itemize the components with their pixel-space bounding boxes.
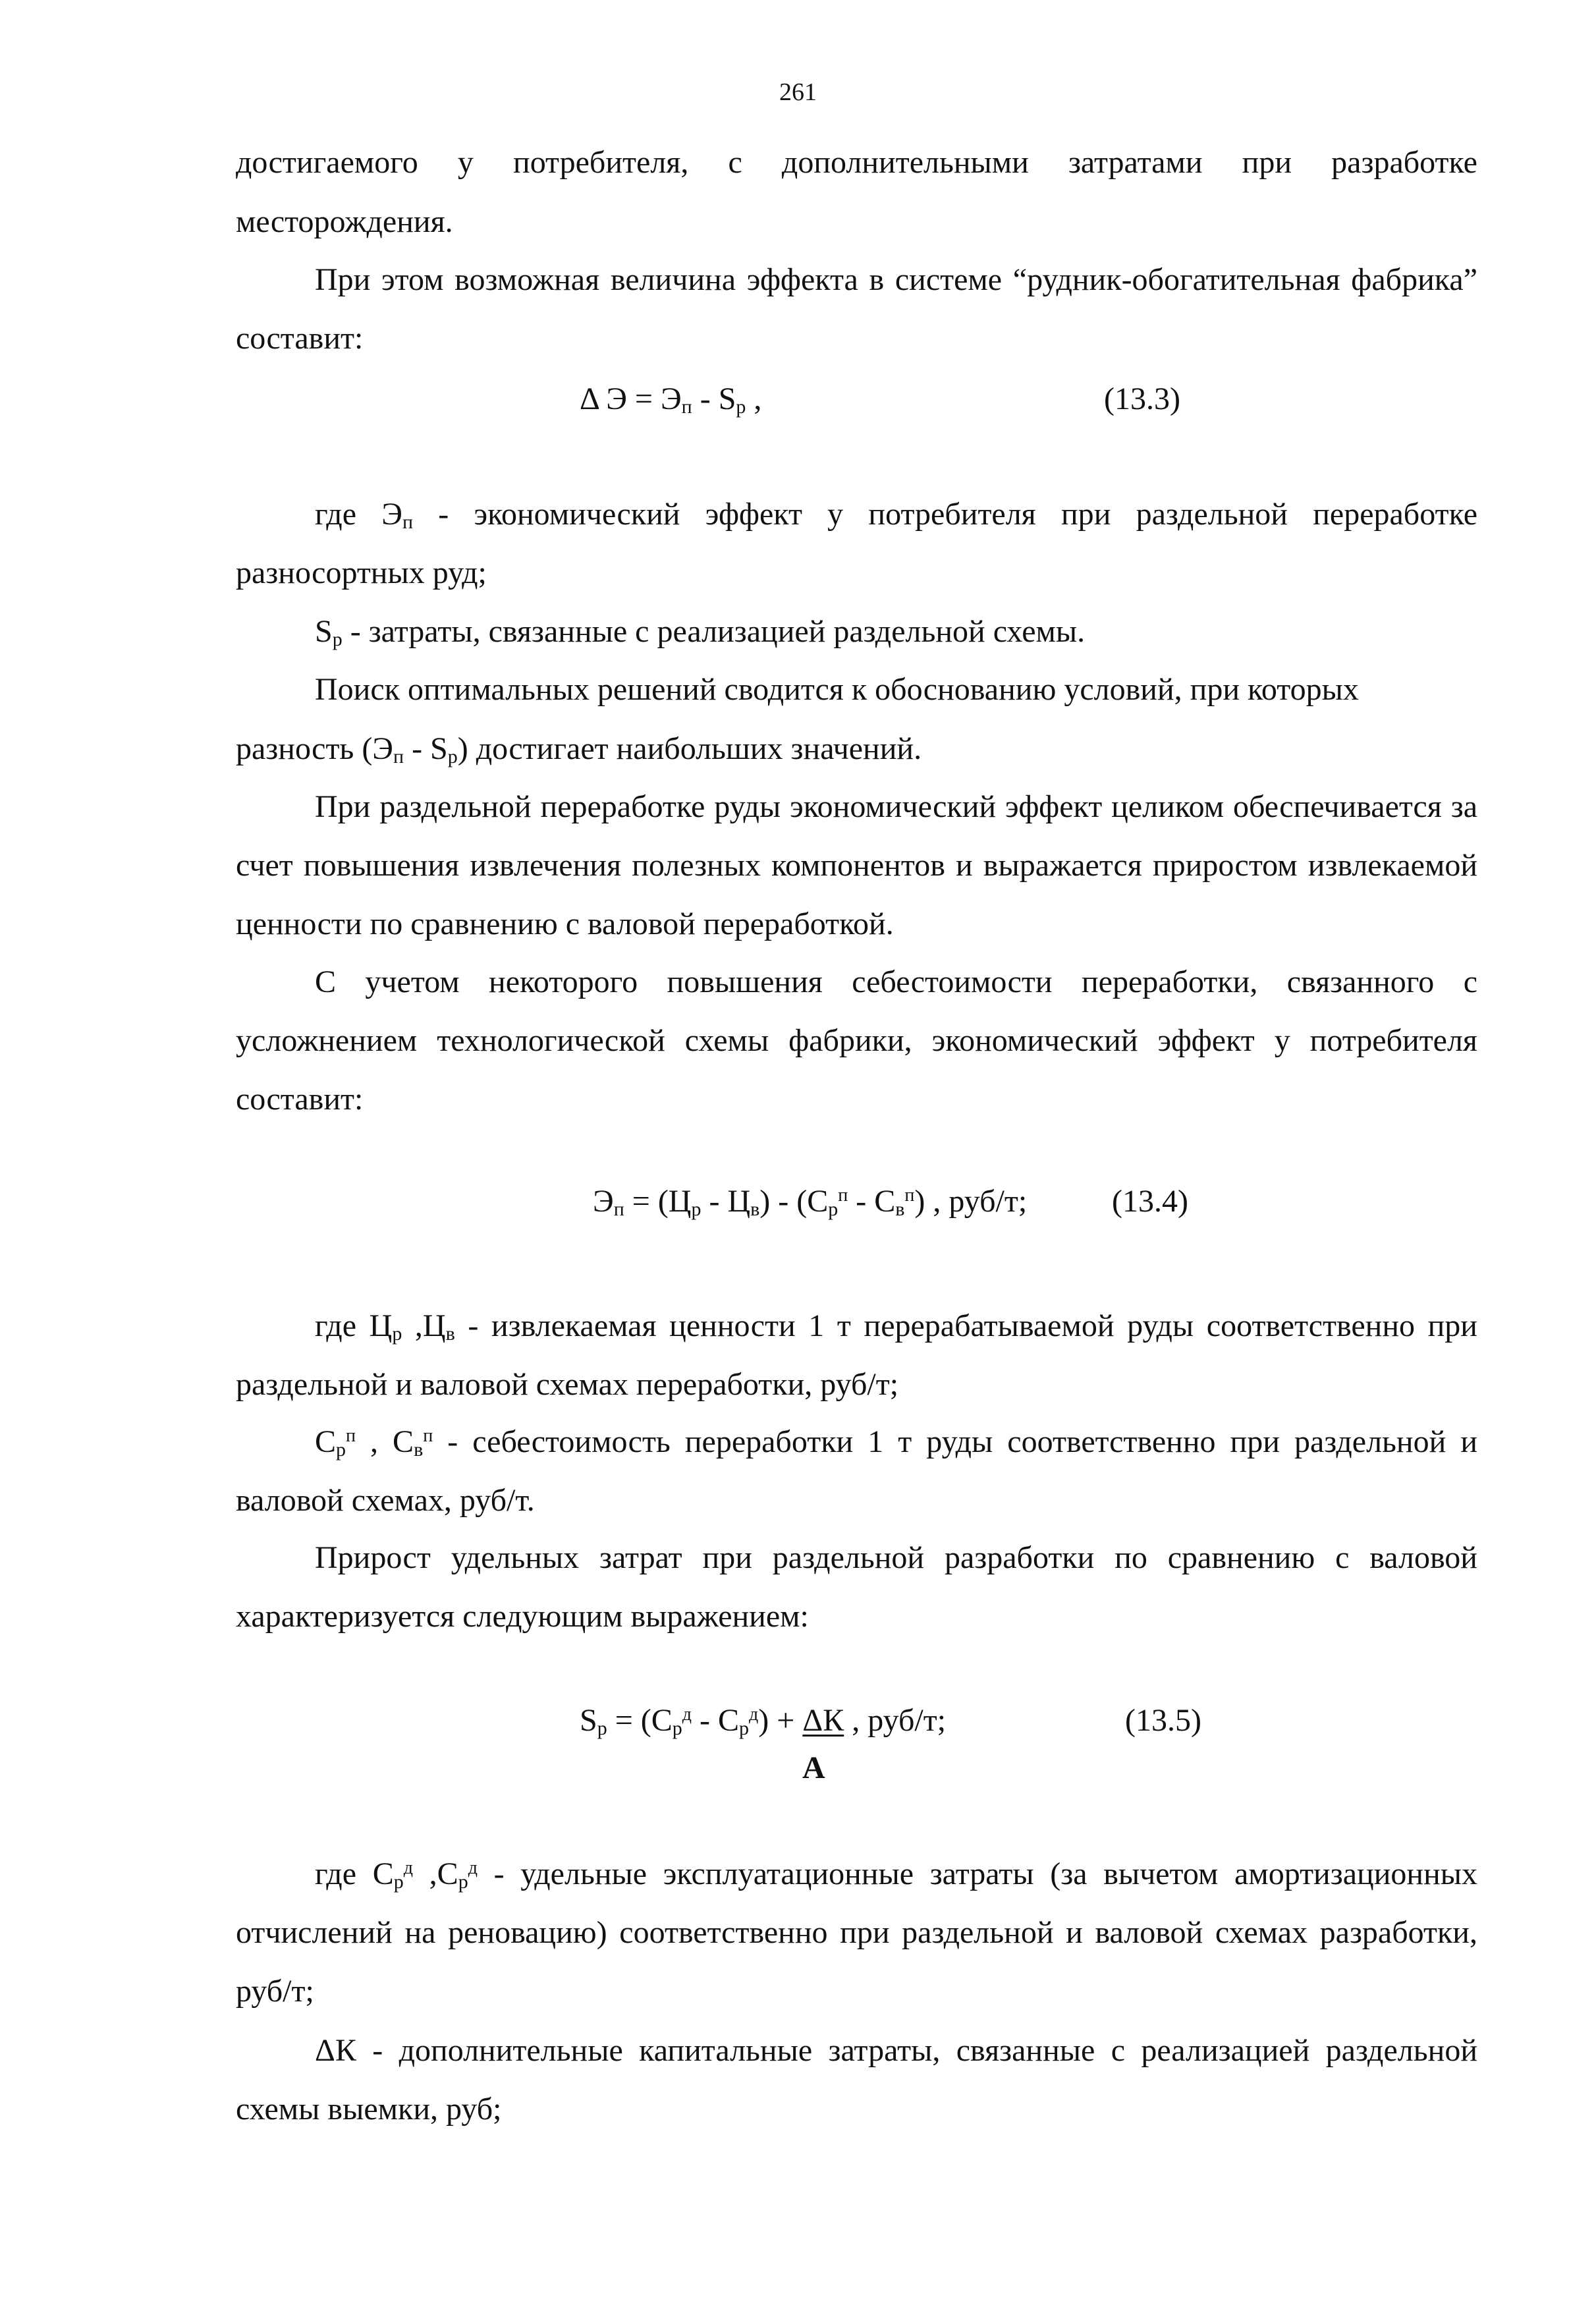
formula-13-5: $S_р = (С_р^д - С_р^д) + \Delta К$ , руб/т;: [580, 1703, 947, 1739]
equation-number-13-3: (13.3): [1104, 381, 1180, 416]
equation-number-13-4: (13.4): [1112, 1184, 1188, 1219]
formula-13-4: $Э_п = (Ц_р - Ц_в) - (С_р^п - С_в^п)$ , руб/т;: [593, 1184, 1028, 1220]
word: достигаемого: [236, 145, 418, 180]
paragraph-4: $S_р$ - затраты, связанные с реализацией раздельной схемы.: [315, 614, 1086, 650]
paragraph-7: С учетом некоторого повышения себестоимости переработки, связанного с усложнением технологической схемы фабрики, экономический эффект у потребителя составит:: [236, 964, 1477, 1117]
fraction-numerator: ΔК: [802, 1703, 844, 1738]
word: разработке: [1331, 145, 1477, 180]
paragraph-3: где $Э_п$ - экономический эффект у потребителя при раздельной переработке разносортных руд;: [236, 497, 1478, 590]
paragraph-2: При этом возможная величина эффекта в системе “рудник-обогатительная фабрика” составит:: [236, 262, 1477, 356]
paragraph-9: $С_р^п$ , $С_в^п$ - себестоимость переработки 1 т руды соответственно при раздельной и валовой схемах, руб/т.: [236, 1424, 1478, 1518]
page-number: 261: [779, 78, 817, 106]
paragraph-8: где $Ц_р$ $,Ц_в$ - извлекаемая ценности 1 т перерабатываемой руды соответственно при раздельной и валовой схемах переработки, руб/т;: [236, 1308, 1477, 1402]
paragraph-1-line-2: месторождения.: [236, 204, 453, 239]
fraction-denominator: А: [802, 1750, 825, 1785]
word: с: [728, 145, 742, 180]
word: при: [1242, 145, 1292, 180]
paragraph-1-line-1: [236, 133, 1477, 192]
equation-number-13-5: (13.5): [1125, 1703, 1201, 1738]
paragraph-10: Прирост удельных затрат при раздельной разработки по сравнению с валовой характеризуется следующим выражением:: [236, 1540, 1477, 1634]
word: потребителя,: [513, 145, 689, 180]
word: затратами: [1068, 145, 1203, 180]
paragraph-5-line-2: разность $(Э_п - S_р)$ достигает наибольших значений.: [236, 731, 922, 767]
formula-13-3: Δ $Э = Э_п - S_р$ ,: [580, 381, 762, 418]
paragraph-11: где $С_р^д$ $,С_р^д$ - удельные эксплуатационные затраты (за вычетом амортизационных отчислений на реновацию) соответственно при раздельной и валовой схемах разработки, руб/т;: [236, 1856, 1478, 2009]
paragraph-12: ΔК - дополнительные капитальные затраты, связанные с реализацией раздельной схемы выемки, руб;: [236, 2033, 1477, 2127]
paragraph-5: Поиск оптимальных решений сводится к обоснованию условий, при которых: [315, 672, 1359, 707]
paragraph-6: При раздельной переработке руды экономический эффект целиком обеспечивается за счет повышения извлечения полезных компонентов и выражается приростом извлекаемой ценности по сравнению с валовой переработкой.: [236, 789, 1477, 941]
word: у: [457, 145, 474, 180]
word: дополнительными: [781, 145, 1029, 180]
